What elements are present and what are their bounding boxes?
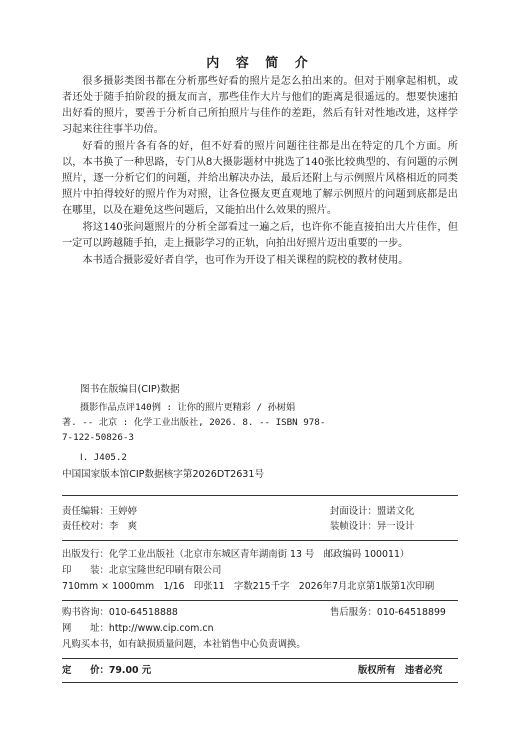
proofreader [62, 520, 137, 534]
credits-top-rule [62, 495, 458, 496]
intro-paragraph-4: 本书适合摄影爱好者自学，也可作为开设了相关课程的院校的教材使用。 [82, 255, 409, 266]
copyright-notice: 版权所有 违者必究 [358, 665, 443, 676]
cip-line-1: 摄影作品点评140例 : 让你的照片更精彩 / 孙树娟 [80, 402, 296, 413]
printer-line: 印 装：北京宝隆世纪印刷有限公司 [62, 565, 222, 576]
proofreader-label: 责任校对： [62, 521, 109, 532]
binding-designer-name: 异一设计 [376, 521, 415, 532]
binding-designer-label: 装帧设计： [330, 521, 377, 532]
intro-paragraph-3: 将这140张问题照片的分析全部看过一遍之后，也许你不能直接拍出大片佳作，但一定可以跨越随手拍，走上摄影学习的正轨，向拍出好照片迈出重要的一步。 [62, 222, 458, 249]
price: 定 价：79.00 元 [62, 665, 152, 676]
website: 网 址：http://www.cip.com.cn [62, 623, 214, 634]
intro-paragraph-1: 很多摄影类图书都在分析那些好看的照片是怎么拍出来的。但对于刚拿起相机，或者还处于随手拍阶段的摄友而言，那些佳作大片与他们的距离是很遥远的。想要快速拍出好看的照片，要善于分析自己所拍照片与佳作的差距，然后有针对性地改进，这样学习起来往往事半功倍。 [62, 76, 458, 135]
cover-designer [330, 505, 414, 519]
binding-designer [330, 520, 414, 534]
proofreader-name: 李 爽 [108, 521, 138, 532]
publish-bottom-rule [62, 600, 458, 601]
credits-bottom-rule [62, 540, 458, 541]
price-top-rule [62, 658, 458, 659]
cip-line-4: Ⅰ. J405.2 [80, 452, 127, 463]
cover-designer-label: 封面设计： [330, 506, 377, 517]
quality-notice: 凡购买本书，如有缺损质量问题，本社销售中心负责调换。 [62, 639, 306, 650]
publisher-line: 出版发行：化学工业出版社（北京市东城区青年湖南街 13 号 邮政编码 100011） [62, 549, 410, 560]
responsible-editor [62, 505, 137, 519]
cip-heading: 图书在版编目(CIP)数据 [80, 384, 180, 395]
specs-line: 710mm × 1000mm 1/16 印张11 字数215千字 2026年7月北京第1版第1次印刷 [62, 581, 435, 592]
intro-title: 内 容 简 介 [206, 56, 314, 71]
cip-record-number: 中国国家版本馆CIP数据核字第2026DT2631号 [62, 469, 265, 480]
price-bottom-rule [62, 682, 458, 683]
cip-line-2: 著. -- 北京 : 化学工业出版社, 2026. 8. -- ISBN 978- [62, 417, 326, 428]
after-sales-hotline: 售后服务：010-64518899 [330, 607, 446, 618]
cip-line-3: 7-122-50826-3 [62, 432, 134, 443]
intro-paragraph-2: 好看的照片各有各的好，但不好看的照片问题往往都是出在特定的几个方面。所以，本书换了一种思路，专门从8大摄影题材中挑选了140张比较典型的、有问题的示例照片，逐一分析它们的问题，并给出解决办法，最后还附上与示例照片风格相近的同类照片中拍得较好的照片作为对照，让各位摄友更直观地了解示例照片的问题到底都是出在哪里，以及在避免这些问题后，又能拍出什么效果的照片。 [62, 141, 458, 216]
responsible-editor-label: 责任编辑： [62, 506, 109, 517]
purchase-hotline: 购书咨询：010-64518888 [62, 607, 178, 618]
cover-designer-name: 盟诺文化 [376, 506, 415, 517]
responsible-editor-name: 王婷婷 [108, 506, 138, 517]
